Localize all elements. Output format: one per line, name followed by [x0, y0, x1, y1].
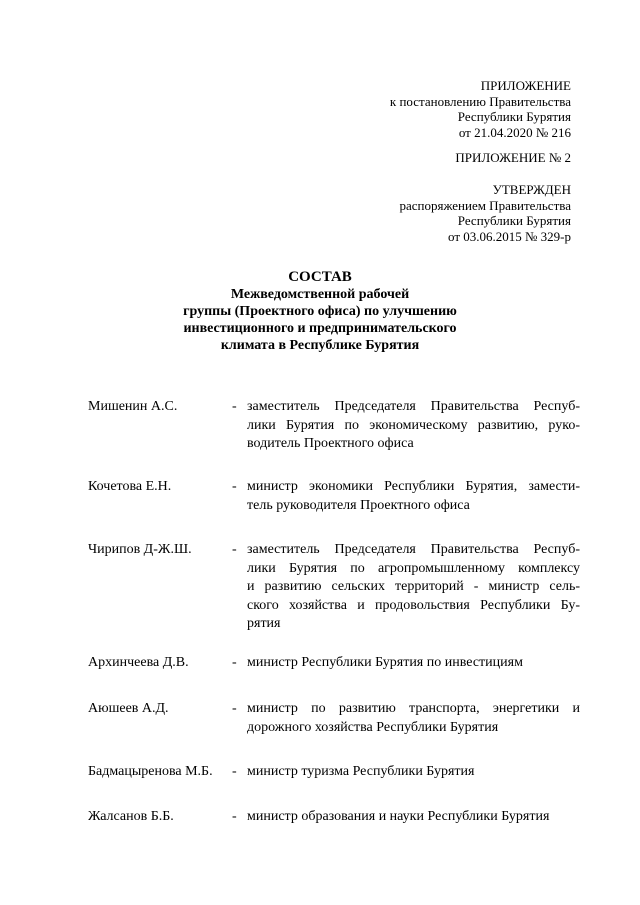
member-name: Жалсанов Б.Б. [88, 809, 174, 824]
approved-title: УТВЕРЖДЕН [492, 182, 571, 197]
member-dash: - [232, 701, 237, 716]
role-line: и развитию сельских территорий - министр сель- [247, 579, 580, 594]
title-main: СОСТАВ [288, 269, 352, 285]
member-role [247, 541, 580, 634]
document-title [0, 269, 640, 354]
appendix-title: ПРИЛОЖЕНИЕ [480, 78, 571, 93]
member-role [247, 808, 580, 827]
member-role [247, 398, 580, 454]
role-line: водитель Проектного офиса [247, 436, 414, 451]
role-line: ского хозяйства и продовольствия Республики Бу- [247, 597, 580, 613]
member-dash: - [232, 399, 237, 414]
member-name: Чирипов Д-Ж.Ш. [88, 542, 192, 557]
appendix-2-title: ПРИЛОЖЕНИЕ № 2 [455, 150, 571, 165]
member-entry [88, 700, 580, 737]
member-dash: - [232, 809, 237, 824]
role-line: рятия [247, 616, 281, 631]
role-line: тель руководителя Проектного офиса [247, 497, 470, 513]
role-line: министр по развитию транспорта, энергетики и [247, 701, 580, 716]
appendix-line-2: Республики Бурятия [457, 109, 571, 124]
role-line: министр Республики Бурятия по инвестициям [247, 655, 523, 670]
role-line: министр образования и науки Республики Бурятия [247, 809, 550, 824]
approved-header [399, 182, 571, 244]
approved-line-2: Республики Бурятия [457, 213, 571, 228]
member-entry [88, 398, 580, 454]
appendix-2-header [455, 150, 571, 166]
title-line-4: климата в Республике Бурятия [220, 338, 420, 353]
member-name: Аюшеев А.Д. [88, 701, 169, 716]
appendix-header [390, 78, 571, 140]
member-entry [88, 478, 580, 515]
member-entry [88, 763, 580, 782]
title-line-1: Межведомственной рабочей [230, 287, 410, 302]
member-entry [88, 808, 580, 827]
member-role [247, 478, 580, 515]
role-line: дорожного хозяйства Республики Бурятия [247, 719, 499, 735]
appendix-line-3: от 21.04.2020 № 216 [458, 124, 571, 140]
member-dash: - [232, 542, 237, 557]
role-line: лики Бурятия по экономическому развитию, руко- [247, 417, 580, 433]
appendix-line-1: к постановлению Правительства [389, 93, 571, 109]
role-line: министр туризма Республики Бурятия [247, 764, 475, 779]
member-dash: - [232, 655, 237, 670]
member-name: Мишенин А.С. [88, 399, 178, 414]
member-name: Архинчеева Д.В. [88, 655, 189, 670]
member-dash: - [232, 764, 237, 779]
member-entry [88, 541, 580, 634]
approved-line-3: от 03.06.2015 № 329-р [448, 228, 571, 244]
member-entry [88, 654, 580, 673]
role-line: заместитель Председателя Правительства Респуб- [247, 399, 580, 414]
member-role [247, 700, 580, 737]
role-line: министр экономики Республики Бурятия, замести- [247, 479, 580, 494]
member-role [247, 654, 580, 673]
title-line-2: группы (Проектного офиса) по улучшению [183, 304, 457, 319]
approved-line-1: распоряжением Правительства [399, 197, 571, 213]
member-role [247, 763, 580, 782]
member-dash: - [232, 479, 237, 494]
member-name: Кочетова Е.Н. [88, 479, 172, 494]
role-line: заместитель Председателя Правительства Респуб- [247, 542, 580, 557]
title-line-3: инвестиционного и предпринимательского [183, 321, 457, 336]
member-name: Бадмацыренова М.Б. [88, 764, 213, 779]
role-line: лики Бурятия по агропромышленному комплексу [247, 560, 580, 576]
